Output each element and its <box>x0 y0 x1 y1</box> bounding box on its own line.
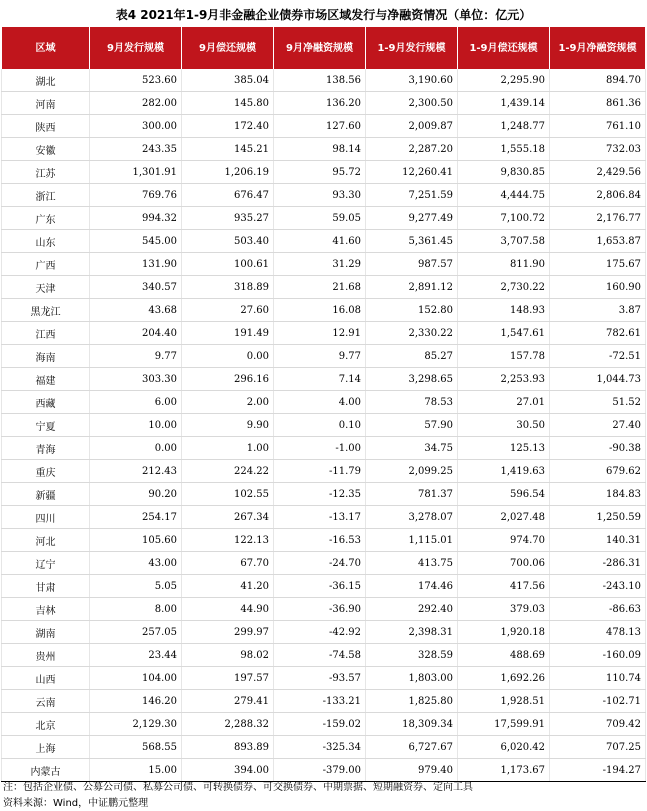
value-cell: 545.00 <box>90 230 182 253</box>
value-cell: 2,027.48 <box>458 506 550 529</box>
table-row <box>2 391 646 414</box>
footnote: 注：包括企业债、公募公司债、私募公司债、可转换债券、可交换债券、中期票据、短期融资券、定向工具 <box>3 782 473 793</box>
value-cell: 385.04 <box>182 69 274 92</box>
value-cell: 676.47 <box>182 184 274 207</box>
value-cell: -42.92 <box>274 621 366 644</box>
value-cell: 57.90 <box>366 414 458 437</box>
region-cell: 河南 <box>2 92 90 115</box>
value-cell: 184.83 <box>550 483 646 506</box>
col-header-region: 区域 <box>2 27 90 69</box>
table-row <box>2 138 646 161</box>
value-cell: 212.43 <box>90 460 182 483</box>
value-cell: 2,129.30 <box>90 713 182 736</box>
value-cell: 12,260.41 <box>366 161 458 184</box>
value-cell: 10.00 <box>90 414 182 437</box>
value-cell: 279.41 <box>182 690 274 713</box>
table-title: 表4 2021年1-9月非金融企业债券市场区域发行与净融资情况（单位：亿元） <box>115 8 532 22</box>
value-cell: 340.57 <box>90 276 182 299</box>
table-row <box>2 276 646 299</box>
value-cell: 2,176.77 <box>550 207 646 230</box>
region-cell: 吉林 <box>2 598 90 621</box>
value-cell: 781.37 <box>366 483 458 506</box>
table-row <box>2 161 646 184</box>
value-cell: 243.35 <box>90 138 182 161</box>
value-cell: 1,692.26 <box>458 667 550 690</box>
value-cell: 811.90 <box>458 253 550 276</box>
value-cell: 679.62 <box>550 460 646 483</box>
value-cell: 6,020.42 <box>458 736 550 759</box>
value-cell: 51.52 <box>550 391 646 414</box>
region-cell: 陕西 <box>2 115 90 138</box>
table-row <box>2 437 646 460</box>
value-cell: 2,009.87 <box>366 115 458 138</box>
bond-region-table <box>1 27 646 782</box>
value-cell: 9,830.85 <box>458 161 550 184</box>
value-cell: 761.10 <box>550 115 646 138</box>
col-header-sep-net-financing: 9月净融资规模 <box>274 27 366 69</box>
value-cell: 138.56 <box>274 69 366 92</box>
region-cell: 河北 <box>2 529 90 552</box>
value-cell: 4.00 <box>274 391 366 414</box>
value-cell: 2.00 <box>182 391 274 414</box>
table-row <box>2 184 646 207</box>
value-cell: 44.90 <box>182 598 274 621</box>
value-cell: 102.55 <box>182 483 274 506</box>
value-cell: -379.00 <box>274 759 366 782</box>
table-row <box>2 506 646 529</box>
region-cell: 黑龙江 <box>2 299 90 322</box>
value-cell: 987.57 <box>366 253 458 276</box>
value-cell: 1,206.19 <box>182 161 274 184</box>
table-row <box>2 253 646 276</box>
value-cell: -13.17 <box>274 506 366 529</box>
value-cell: 98.14 <box>274 138 366 161</box>
value-cell: 15.00 <box>90 759 182 782</box>
value-cell: -1.00 <box>274 437 366 460</box>
value-cell: 1,439.14 <box>458 92 550 115</box>
value-cell: -36.15 <box>274 575 366 598</box>
region-cell: 湖北 <box>2 69 90 92</box>
value-cell: 2,330.22 <box>366 322 458 345</box>
value-cell: 257.05 <box>90 621 182 644</box>
value-cell: 3,190.60 <box>366 69 458 92</box>
value-cell: 1.00 <box>182 437 274 460</box>
value-cell: 98.02 <box>182 644 274 667</box>
source-note: 资料来源：Wind，中证鹏元整理 <box>3 798 149 809</box>
value-cell: 197.57 <box>182 667 274 690</box>
region-cell: 辽宁 <box>2 552 90 575</box>
value-cell: 21.68 <box>274 276 366 299</box>
value-cell: 160.90 <box>550 276 646 299</box>
value-cell: 303.30 <box>90 368 182 391</box>
value-cell: -72.51 <box>550 345 646 368</box>
value-cell: 894.70 <box>550 69 646 92</box>
value-cell: 994.32 <box>90 207 182 230</box>
value-cell: 27.60 <box>182 299 274 322</box>
value-cell: 2,287.20 <box>366 138 458 161</box>
value-cell: 131.90 <box>90 253 182 276</box>
value-cell: 5,361.45 <box>366 230 458 253</box>
region-cell: 云南 <box>2 690 90 713</box>
col-header-ytd-repayment: 1-9月偿还规模 <box>458 27 550 69</box>
value-cell: 282.00 <box>90 92 182 115</box>
value-cell: 328.59 <box>366 644 458 667</box>
value-cell: 861.36 <box>550 92 646 115</box>
table-row <box>2 368 646 391</box>
value-cell: 152.80 <box>366 299 458 322</box>
region-cell: 内蒙古 <box>2 759 90 782</box>
table-row <box>2 92 646 115</box>
value-cell: 9.77 <box>90 345 182 368</box>
table-row <box>2 299 646 322</box>
value-cell: 8.00 <box>90 598 182 621</box>
value-cell: 145.21 <box>182 138 274 161</box>
region-cell: 上海 <box>2 736 90 759</box>
value-cell: 90.20 <box>90 483 182 506</box>
value-cell: 41.20 <box>182 575 274 598</box>
region-cell: 宁夏 <box>2 414 90 437</box>
value-cell: 503.40 <box>182 230 274 253</box>
value-cell: 174.46 <box>366 575 458 598</box>
table-row <box>2 483 646 506</box>
value-cell: 43.68 <box>90 299 182 322</box>
value-cell: 596.54 <box>458 483 550 506</box>
region-cell: 西藏 <box>2 391 90 414</box>
table-row <box>2 621 646 644</box>
value-cell: 157.78 <box>458 345 550 368</box>
value-cell: 700.06 <box>458 552 550 575</box>
region-cell: 贵州 <box>2 644 90 667</box>
value-cell: 4,444.75 <box>458 184 550 207</box>
value-cell: 7,100.72 <box>458 207 550 230</box>
value-cell: 2,429.56 <box>550 161 646 184</box>
value-cell: 12.91 <box>274 322 366 345</box>
value-cell: -133.21 <box>274 690 366 713</box>
region-cell: 天津 <box>2 276 90 299</box>
value-cell: 2,099.25 <box>366 460 458 483</box>
col-header-ytd-net-financing: 1-9月净融资规模 <box>550 27 646 69</box>
table-row <box>2 460 646 483</box>
region-cell: 北京 <box>2 713 90 736</box>
col-header-ytd-issuance: 1-9月发行规模 <box>366 27 458 69</box>
value-cell: 122.13 <box>182 529 274 552</box>
value-cell: 7,251.59 <box>366 184 458 207</box>
value-cell: 17,599.91 <box>458 713 550 736</box>
value-cell: 488.69 <box>458 644 550 667</box>
value-cell: -74.58 <box>274 644 366 667</box>
col-header-sep-issuance: 9月发行规模 <box>90 27 182 69</box>
value-cell: -86.63 <box>550 598 646 621</box>
value-cell: 394.00 <box>182 759 274 782</box>
value-cell: 30.50 <box>458 414 550 437</box>
region-cell: 广东 <box>2 207 90 230</box>
value-cell: 318.89 <box>182 276 274 299</box>
region-cell: 广西 <box>2 253 90 276</box>
value-cell: -160.09 <box>550 644 646 667</box>
col-header-sep-repayment: 9月偿还规模 <box>182 27 274 69</box>
value-cell: 1,653.87 <box>550 230 646 253</box>
value-cell: 267.34 <box>182 506 274 529</box>
table-row <box>2 414 646 437</box>
value-cell: 23.44 <box>90 644 182 667</box>
region-cell: 新疆 <box>2 483 90 506</box>
value-cell: 31.29 <box>274 253 366 276</box>
table-row <box>2 69 646 92</box>
value-cell: -36.90 <box>274 598 366 621</box>
value-cell: -12.35 <box>274 483 366 506</box>
value-cell: 379.03 <box>458 598 550 621</box>
value-cell: 3,278.07 <box>366 506 458 529</box>
region-cell: 江西 <box>2 322 90 345</box>
table-row <box>2 713 646 736</box>
value-cell: 1,547.61 <box>458 322 550 345</box>
table-row <box>2 115 646 138</box>
value-cell: 2,398.31 <box>366 621 458 644</box>
table-row <box>2 736 646 759</box>
value-cell: 95.72 <box>274 161 366 184</box>
value-cell: 172.40 <box>182 115 274 138</box>
value-cell: 1,920.18 <box>458 621 550 644</box>
table-row <box>2 322 646 345</box>
table-row <box>2 575 646 598</box>
value-cell: 0.00 <box>90 437 182 460</box>
region-cell: 重庆 <box>2 460 90 483</box>
value-cell: 1,044.73 <box>550 368 646 391</box>
value-cell: 140.31 <box>550 529 646 552</box>
value-cell: 175.67 <box>550 253 646 276</box>
value-cell: 0.00 <box>182 345 274 368</box>
region-cell: 湖南 <box>2 621 90 644</box>
value-cell: -90.38 <box>550 437 646 460</box>
table-row <box>2 230 646 253</box>
region-cell: 江苏 <box>2 161 90 184</box>
value-cell: -325.34 <box>274 736 366 759</box>
value-cell: -286.31 <box>550 552 646 575</box>
value-cell: 1,250.59 <box>550 506 646 529</box>
value-cell: 299.97 <box>182 621 274 644</box>
value-cell: 146.20 <box>90 690 182 713</box>
value-cell: 2,806.84 <box>550 184 646 207</box>
value-cell: 27.40 <box>550 414 646 437</box>
value-cell: 2,288.32 <box>182 713 274 736</box>
value-cell: 1,173.67 <box>458 759 550 782</box>
region-cell: 安徽 <box>2 138 90 161</box>
region-cell: 甘肃 <box>2 575 90 598</box>
value-cell: 59.05 <box>274 207 366 230</box>
value-cell: 41.60 <box>274 230 366 253</box>
table-header-row <box>2 27 646 69</box>
value-cell: 413.75 <box>366 552 458 575</box>
value-cell: 125.13 <box>458 437 550 460</box>
region-cell: 四川 <box>2 506 90 529</box>
value-cell: 7.14 <box>274 368 366 391</box>
value-cell: 3.87 <box>550 299 646 322</box>
value-cell: 16.08 <box>274 299 366 322</box>
value-cell: 1,555.18 <box>458 138 550 161</box>
value-cell: 1,248.77 <box>458 115 550 138</box>
region-cell: 山东 <box>2 230 90 253</box>
table-body <box>2 69 646 782</box>
value-cell: 127.60 <box>274 115 366 138</box>
value-cell: 224.22 <box>182 460 274 483</box>
value-cell: 204.40 <box>90 322 182 345</box>
value-cell: 93.30 <box>274 184 366 207</box>
table-row <box>2 667 646 690</box>
value-cell: 1,803.00 <box>366 667 458 690</box>
region-cell: 浙江 <box>2 184 90 207</box>
region-cell: 山西 <box>2 667 90 690</box>
table-row <box>2 690 646 713</box>
value-cell: 1,825.80 <box>366 690 458 713</box>
value-cell: 9,277.49 <box>366 207 458 230</box>
value-cell: 3,707.58 <box>458 230 550 253</box>
value-cell: 2,891.12 <box>366 276 458 299</box>
table-row <box>2 207 646 230</box>
region-cell: 青海 <box>2 437 90 460</box>
value-cell: 43.00 <box>90 552 182 575</box>
table-row <box>2 529 646 552</box>
value-cell: 1,928.51 <box>458 690 550 713</box>
value-cell: 3,298.65 <box>366 368 458 391</box>
value-cell: 2,300.50 <box>366 92 458 115</box>
value-cell: 769.76 <box>90 184 182 207</box>
value-cell: 110.74 <box>550 667 646 690</box>
value-cell: 300.00 <box>90 115 182 138</box>
value-cell: 105.60 <box>90 529 182 552</box>
value-cell: 1,115.01 <box>366 529 458 552</box>
table-row <box>2 598 646 621</box>
value-cell: -194.27 <box>550 759 646 782</box>
value-cell: 85.27 <box>366 345 458 368</box>
table-row <box>2 345 646 368</box>
value-cell: 296.16 <box>182 368 274 391</box>
value-cell: 417.56 <box>458 575 550 598</box>
value-cell: 148.93 <box>458 299 550 322</box>
region-cell: 海南 <box>2 345 90 368</box>
value-cell: 707.25 <box>550 736 646 759</box>
region-cell: 福建 <box>2 368 90 391</box>
value-cell: -102.71 <box>550 690 646 713</box>
value-cell: 34.75 <box>366 437 458 460</box>
value-cell: 709.42 <box>550 713 646 736</box>
value-cell: 67.70 <box>182 552 274 575</box>
value-cell: 27.01 <box>458 391 550 414</box>
value-cell: 100.61 <box>182 253 274 276</box>
value-cell: 254.17 <box>90 506 182 529</box>
value-cell: 9.90 <box>182 414 274 437</box>
value-cell: 104.00 <box>90 667 182 690</box>
value-cell: 782.61 <box>550 322 646 345</box>
value-cell: 0.10 <box>274 414 366 437</box>
value-cell: 1,301.91 <box>90 161 182 184</box>
value-cell: 191.49 <box>182 322 274 345</box>
value-cell: -16.53 <box>274 529 366 552</box>
value-cell: 6.00 <box>90 391 182 414</box>
value-cell: -24.70 <box>274 552 366 575</box>
value-cell: 478.13 <box>550 621 646 644</box>
value-cell: -243.10 <box>550 575 646 598</box>
value-cell: 979.40 <box>366 759 458 782</box>
value-cell: 732.03 <box>550 138 646 161</box>
value-cell: 935.27 <box>182 207 274 230</box>
value-cell: -159.02 <box>274 713 366 736</box>
value-cell: 974.70 <box>458 529 550 552</box>
table-row <box>2 552 646 575</box>
value-cell: 136.20 <box>274 92 366 115</box>
table-row <box>2 644 646 667</box>
value-cell: 1,419.63 <box>458 460 550 483</box>
value-cell: 6,727.67 <box>366 736 458 759</box>
value-cell: 78.53 <box>366 391 458 414</box>
value-cell: 893.89 <box>182 736 274 759</box>
value-cell: 568.55 <box>90 736 182 759</box>
value-cell: 2,295.90 <box>458 69 550 92</box>
value-cell: -11.79 <box>274 460 366 483</box>
value-cell: 292.40 <box>366 598 458 621</box>
value-cell: 2,730.22 <box>458 276 550 299</box>
value-cell: -93.57 <box>274 667 366 690</box>
value-cell: 523.60 <box>90 69 182 92</box>
value-cell: 9.77 <box>274 345 366 368</box>
value-cell: 5.05 <box>90 575 182 598</box>
value-cell: 2,253.93 <box>458 368 550 391</box>
value-cell: 145.80 <box>182 92 274 115</box>
value-cell: 18,309.34 <box>366 713 458 736</box>
